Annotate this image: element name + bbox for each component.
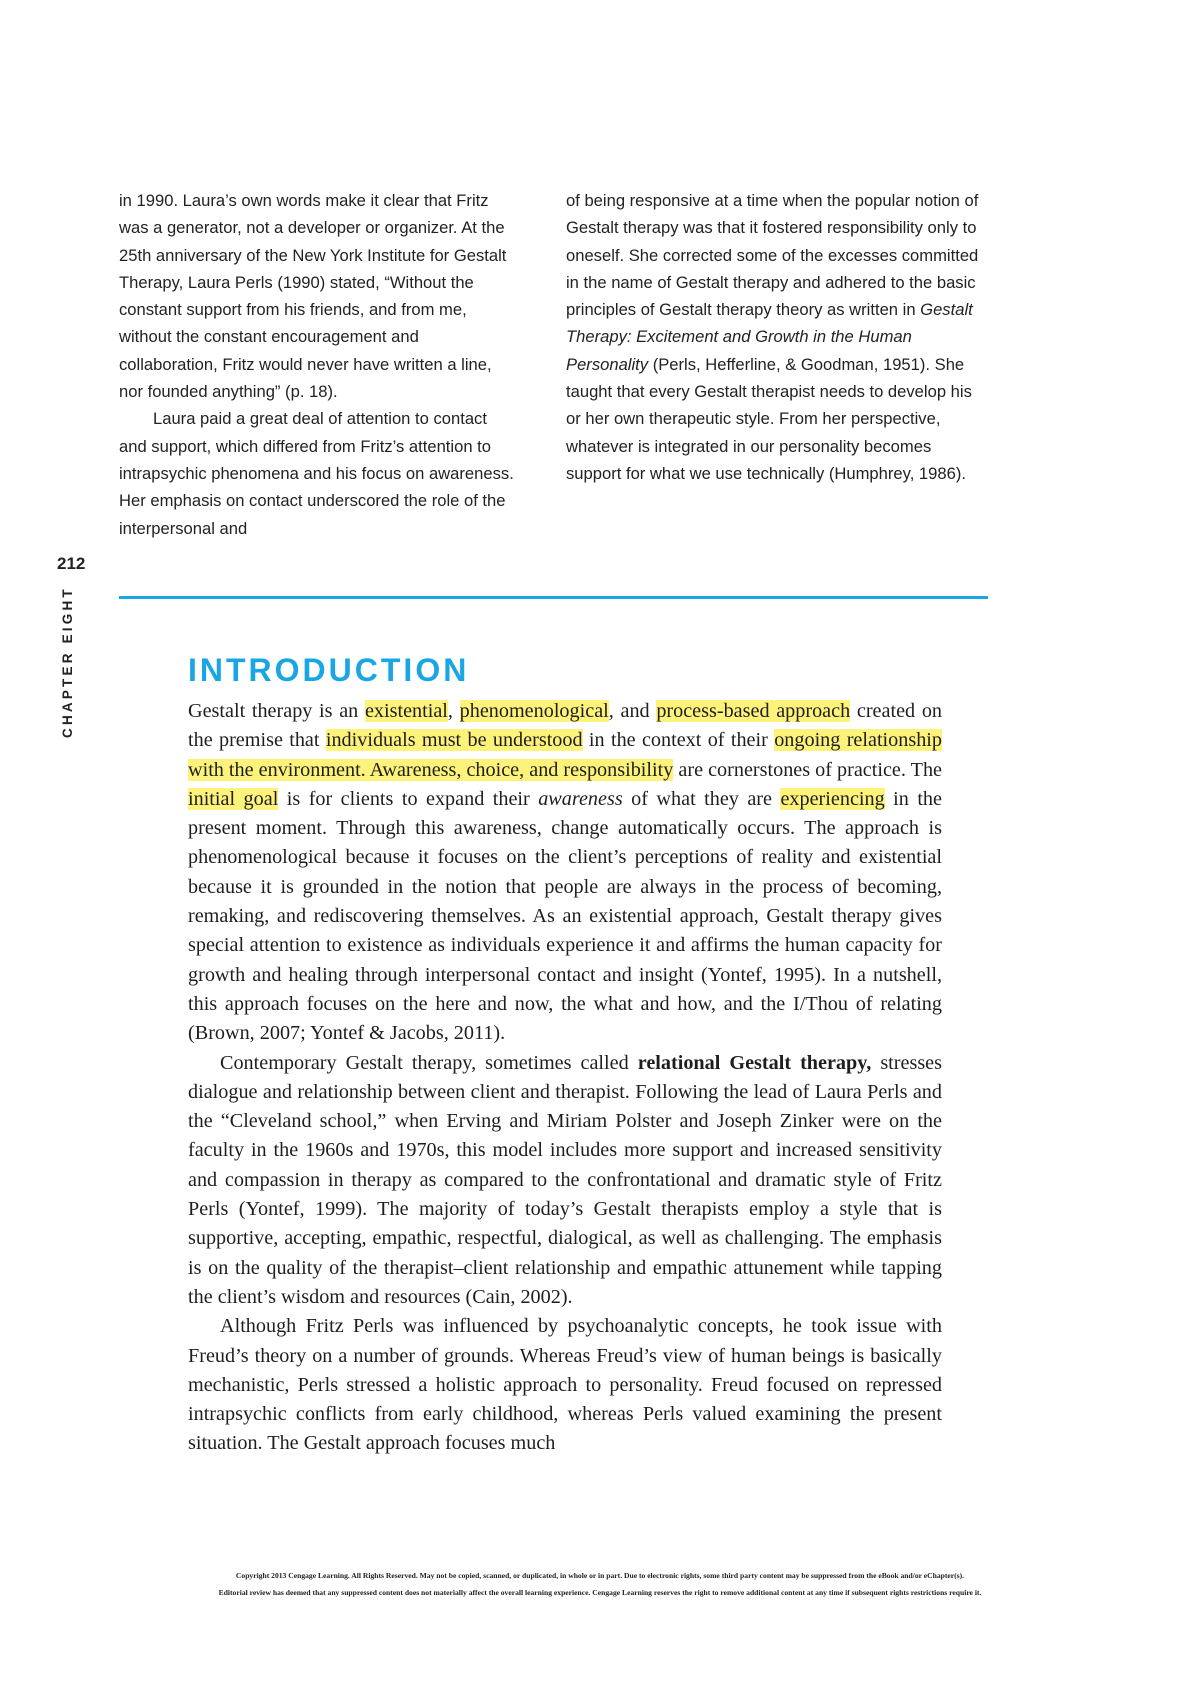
right-column	[566, 187, 986, 487]
intro-paragraph-3: Although Fritz Perls was influenced by psychoanalytic concepts, he took issue with Freud’s theory on a number of grounds. Whereas Freud’s view of human beings is basically mechanistic, Perls stressed a holistic approach to personality. Freud focused on repressed intrapsychic conflicts from early childhood, whereas Perls valued examining the present situation. The Gestalt approach focuses much	[188, 1315, 942, 1455]
copyright-notice	[0, 1567, 1200, 1601]
highlighted-text: initial goal	[188, 787, 279, 810]
book-title: Gestalt Therapy: Excitement and Growth in the Human Personality	[566, 300, 973, 374]
text-run: is for clients to expand their	[278, 787, 539, 810]
right-column-paragraph	[566, 187, 986, 487]
left-column-paragraph-2: Laura paid a great deal of attention to contact and support, which differed from Fritz’s attention to intrapsychic phenomena and his focus on awareness. Her emphasis on contact underscored the role of the interpersonal and	[119, 409, 514, 538]
copyright-line-2: Editorial review has deemed that any suppressed content does not materially affect the overall learning experience. Cengage Learning reserves the right to remove additional content at any time if subsequent rights restrictions require it.	[218, 1588, 982, 1597]
highlighted-text: existential	[364, 700, 448, 722]
text-run: ,	[447, 700, 460, 722]
right-column-text-a: of being responsive at a time when the popular notion of Gestalt therapy was that it fostered responsibility only to oneself. She corrected some of the excesses committed in the name of Gestalt therapy and adhered to the basic principles of Gestalt therapy theory as written in	[566, 191, 979, 320]
text-run: , and	[608, 700, 657, 722]
highlighted-text: phenomenological	[459, 700, 609, 722]
section-heading: INTRODUCTION	[188, 652, 470, 688]
page-number: 212	[57, 554, 86, 573]
text-run: in the present moment. Through this awareness, change automatically occurs. The approach is phenomenological because it focuses on the client’s perceptions of reality and existential because it is grounded in the notion that people are always in the process of becoming, remaking, and rediscovering themselves. As an existential approach, Gestalt therapy gives special attention to existence as individuals experience it and affirms the human capacity for growth and healing through interpersonal contact and insight (Yontef, 1995). In a nutshell, this approach focuses on the here and now, the what and how, and the I/Thou of relating (Brown, 2007; Yontef & Jacobs, 2011).	[188, 787, 942, 1045]
section-body	[188, 697, 942, 1459]
text-run: Contemporary Gestalt therapy, sometimes called	[220, 1051, 638, 1074]
left-column	[119, 187, 519, 542]
highlighted-text: ongoing relationship with the environment. Awareness, choice, and responsibility	[188, 729, 942, 781]
intro-paragraph-2	[188, 1049, 942, 1313]
text-run: stresses dialogue and relationship between client and therapist. Following the lead of Laura Perls and the “Cleveland school,” when Erving and Miriam Polster and Joseph Zinker were on the faculty in the 1960s and 1970s, this model includes more support and increased sensitivity and compassion in therapy as compared to the confrontational and dramatic style of Fritz Perls (Yontef, 1999). The majority of today’s Gestalt therapists employ a style that is supportive, accepting, empathic, respectful, dialogical, as well as challenging. The emphasis is on the quality of the therapist–client relationship and empathic attunement while tapping the client’s wisdom and resources (Cain, 2002).	[188, 1051, 942, 1308]
text-run: are cornerstones of practice. The	[673, 758, 943, 781]
text-run: created on the premise that	[188, 700, 943, 752]
right-column-text-b: (Perls, Hefferline, & Goodman, 1951). She taught that every Gestalt therapist needs to develop his or her own therapeutic style. From her perspective, whatever is integrated in our personality becomes support for what we use technically (Humphrey, 1986).	[566, 354, 972, 483]
text-run: of what they are	[622, 787, 781, 810]
section-divider	[119, 596, 988, 599]
text-run: Gestalt therapy is an	[188, 700, 365, 722]
emphasized-term: awareness	[538, 787, 623, 810]
chapter-label: CHAPTER EIGHT	[60, 586, 75, 738]
highlighted-text: process-based approach	[656, 700, 851, 722]
highlighted-text: individuals must be understood	[325, 729, 583, 752]
intro-paragraph-1	[188, 697, 942, 1049]
key-term: relational Gestalt therapy,	[637, 1051, 872, 1074]
highlighted-text: experiencing	[780, 787, 885, 810]
left-column-paragraph-1: in 1990. Laura’s own words make it clear that Fritz was a generator, not a developer or organizer. At the 25th anniversary of the New York Institute for Gestalt Therapy, Laura Perls (1990) stated, “Without the constant support from his friends, and from me, without the constant encouragement and collaboration, Fritz would never have written a line, nor founded anything” (p. 18).	[119, 191, 507, 402]
text-run: in the context of their	[582, 729, 775, 752]
copyright-line-1: Copyright 2013 Cengage Learning. All Rights Reserved. May not be copied, scanned, or duplicated, in whole or in part. Due to electronic rights, some third party content may be suppressed from the eBook and/or eChapter(s).	[235, 1571, 965, 1580]
